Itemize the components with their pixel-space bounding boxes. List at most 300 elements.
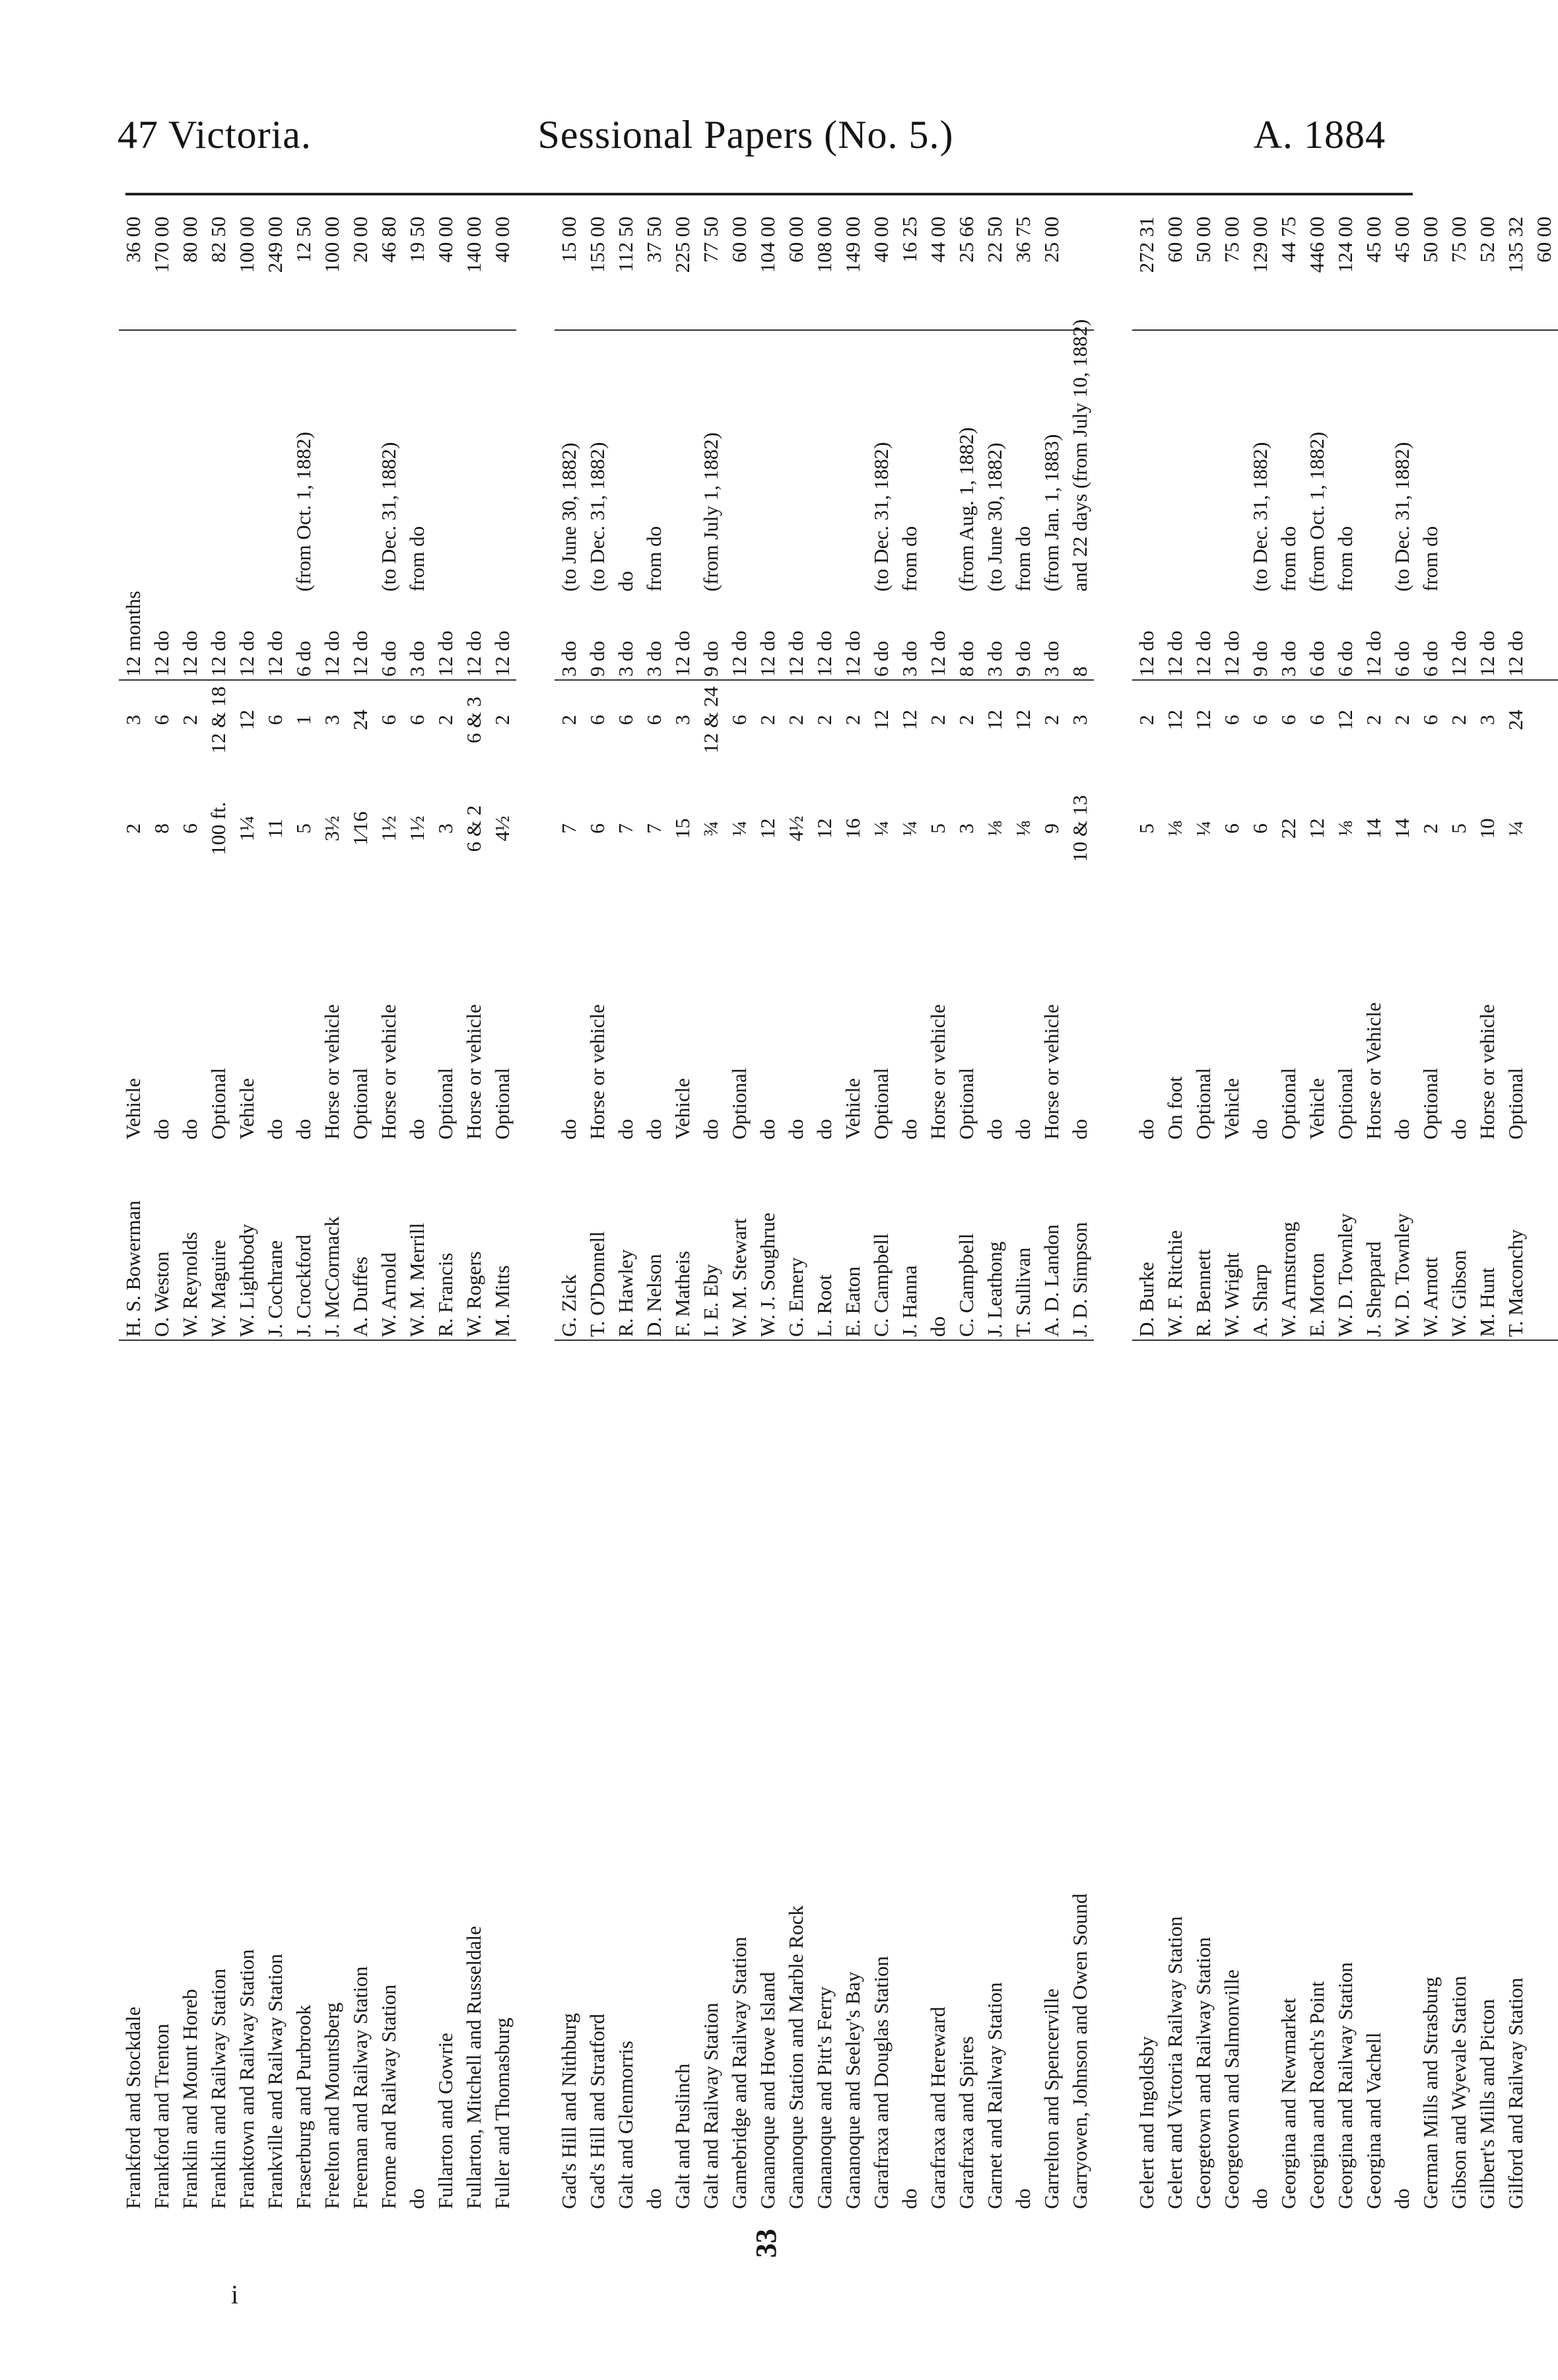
- tenure-cell: 6 do: [867, 594, 895, 680]
- tenure-cell: 12 do: [147, 594, 176, 680]
- contractor-cell: G. Emery: [782, 1142, 810, 1340]
- amount-cell: 16 25: [895, 205, 924, 330]
- trips-cell: 12 & 24: [699, 686, 722, 754]
- term-cell: and 22 days (from July 10, 1882): [1068, 319, 1091, 592]
- page-number: 33: [750, 2229, 782, 2258]
- tenure-cell: 12 do: [782, 594, 810, 680]
- term-cell: from do: [1419, 526, 1442, 592]
- trips-cell: 12: [1334, 710, 1357, 730]
- tenure-cell: 6 do: [1303, 594, 1331, 680]
- term-cell: (to Dec. 31, 1882): [586, 442, 609, 592]
- route-cell: Galt and Puslinch: [671, 2063, 694, 2209]
- term-cell: [232, 330, 261, 594]
- amount-cell: [1066, 205, 1094, 330]
- amount-cell: 40 00: [431, 205, 459, 330]
- table-row: [318, 205, 346, 2212]
- tenure-cell: 6 do: [1416, 594, 1444, 680]
- conveyance-cell: do: [1011, 1119, 1034, 1139]
- contractor-cell: C. Campbell: [952, 1142, 980, 1340]
- contractor-cell: E. Eaton: [838, 1142, 867, 1340]
- term-cell: from do: [1277, 526, 1300, 592]
- table-row: [1274, 205, 1303, 2212]
- contractor-cell: L. Root: [810, 1142, 838, 1340]
- route-cell: Galt and Railway Station: [699, 2002, 722, 2209]
- contractor-cell: R. Francis: [431, 1142, 459, 1340]
- table-row: [753, 205, 782, 2212]
- term-cell: [318, 330, 346, 594]
- trips-cell: 12: [898, 710, 921, 730]
- trips-cell: 3: [1475, 714, 1499, 726]
- amount-cell: 45 00: [1388, 205, 1416, 330]
- conveyance-cell: Vehicle: [1305, 1078, 1328, 1139]
- section-gap: [516, 205, 555, 2212]
- table-row: [867, 205, 895, 2212]
- tenure-cell: 12 months: [119, 594, 147, 680]
- distance-cell: 14: [1390, 818, 1413, 839]
- table-row: [1189, 205, 1217, 2212]
- table-row: [1303, 205, 1331, 2212]
- table-row: [895, 205, 924, 2212]
- term-cell: [459, 330, 488, 594]
- term-cell: [1501, 330, 1530, 594]
- term-cell: [204, 330, 232, 594]
- term-cell: [838, 330, 867, 594]
- tenure-cell: 12 do: [753, 594, 782, 680]
- contractor-cell: H. S. Bowerman: [119, 1142, 147, 1340]
- tenure-cell: 9 do: [696, 594, 725, 680]
- term-cell: [924, 330, 952, 594]
- table-row: [1037, 205, 1066, 2212]
- contractor-cell: R. Hawley: [611, 1142, 640, 1340]
- table-row: [980, 205, 1009, 2212]
- contractor-cell: do: [924, 1142, 952, 1340]
- distance-cell: 15: [671, 818, 694, 839]
- contractor-cell: W. Wright: [1217, 1142, 1246, 1340]
- distance-cell: 7: [614, 823, 637, 834]
- amount-cell: 50 00: [1189, 205, 1217, 330]
- trips-cell: 6: [728, 714, 751, 726]
- table-row: [1530, 205, 1558, 2212]
- distance-cell: 7: [557, 823, 580, 834]
- contractor-cell: W. F. Ritchie: [1161, 1142, 1189, 1340]
- amount-cell: 124 00: [1331, 205, 1359, 330]
- contractor-cell: W. Arnold: [374, 1142, 403, 1340]
- contractor-cell: C. Campbell: [867, 1142, 895, 1340]
- amount-cell: 52 00: [1473, 205, 1501, 330]
- tenure-cell: 12 do: [318, 594, 346, 680]
- amount-cell: 75 00: [1217, 205, 1246, 330]
- amount-cell: 22 50: [980, 205, 1009, 330]
- term-cell: from do: [1334, 526, 1357, 592]
- contractor-cell: W. Maguire: [204, 1142, 232, 1340]
- trips-cell: 2: [1040, 714, 1063, 726]
- term-cell: (to Dec. 31, 1882): [1390, 442, 1413, 592]
- contractor-cell: J. McCormack: [318, 1142, 346, 1340]
- conveyance-cell: Optional: [349, 1068, 372, 1139]
- amount-cell: 112 50: [611, 205, 640, 330]
- route-cell: Gilbert's Mills and Picton: [1475, 1998, 1499, 2209]
- table-row: [1161, 205, 1189, 2212]
- tenure-cell: 3 do: [980, 594, 1009, 680]
- trips-cell: 2: [1362, 714, 1385, 726]
- tenure-cell: 12 do: [810, 594, 838, 680]
- trips-cell: 12: [983, 710, 1006, 730]
- route-cell: Garafraxa and Spires: [955, 2036, 978, 2209]
- term-cell: (to June 30, 1882): [983, 442, 1006, 592]
- distance-cell: 2: [1419, 823, 1442, 834]
- term-cell: [346, 330, 374, 594]
- table-row: [403, 205, 431, 2212]
- route-cell: Gananoque and Pitt's Ferry: [813, 1986, 836, 2209]
- conveyance-cell: do: [614, 1119, 637, 1139]
- table-row: [346, 205, 374, 2212]
- route-cell: Gibson and Wyevale Station: [1447, 1975, 1470, 2209]
- route-cell: do: [405, 2189, 428, 2209]
- table-row: [147, 205, 176, 2212]
- distance-cell: ⅛: [1011, 821, 1034, 836]
- distance-cell: 11: [263, 819, 287, 838]
- route-cell: German Mills and Strasburg: [1419, 1977, 1442, 2209]
- tenure-cell: 12 do: [725, 594, 753, 680]
- contractor-cell: W. Gibson: [1444, 1142, 1473, 1340]
- route-cell: Frome and Railway Station: [377, 1984, 400, 2209]
- route-cell: Georgetown and Salmonville: [1220, 1969, 1243, 2209]
- table-row: [261, 205, 289, 2212]
- tenure-cell: 12 do: [1501, 594, 1530, 680]
- distance-cell: 16: [841, 818, 864, 839]
- conveyance-cell: On foot: [1163, 1076, 1186, 1139]
- conveyance-cell: Optional: [1192, 1068, 1215, 1139]
- contractor-cell: W. Arnott: [1416, 1142, 1444, 1340]
- conveyance-cell: do: [1248, 1119, 1271, 1139]
- table-row: [204, 205, 232, 2212]
- trips-cell: 3: [671, 714, 694, 726]
- tenure-cell: 12 do: [204, 594, 232, 680]
- conveyance-cell: do: [150, 1119, 173, 1139]
- table-row: [782, 205, 810, 2212]
- route-cell: Gamebridge and Railway Station: [728, 1936, 751, 2209]
- amount-cell: 149 00: [838, 205, 867, 330]
- trips-cell: 2: [841, 714, 864, 726]
- trips-cell: 6: [377, 714, 400, 726]
- distance-cell: ¼: [869, 821, 893, 836]
- conveyance-cell: Horse or Vehicle: [1362, 1002, 1385, 1139]
- distance-cell: 1½: [377, 815, 400, 842]
- tenure-cell: 3 do: [611, 594, 640, 680]
- term-cell: [668, 330, 696, 594]
- tenure-cell: 12 do: [261, 594, 289, 680]
- contractor-cell: W. Armstrong: [1274, 1142, 1303, 1340]
- trips-cell: 6: [150, 714, 173, 726]
- contractor-cell: [1530, 1142, 1558, 1340]
- route-cell: Fraserburg and Purbrook: [292, 2004, 315, 2209]
- route-cell: Georgina and Railway Station: [1334, 1962, 1357, 2209]
- contractor-cell: J. Leathong: [980, 1142, 1009, 1340]
- term-cell: [176, 330, 204, 594]
- amount-cell: 249 00: [261, 205, 289, 330]
- trips-cell: 6: [614, 714, 637, 726]
- term-cell: [119, 330, 147, 594]
- distance-cell: 5: [926, 823, 949, 834]
- conveyance-cell: do: [642, 1119, 665, 1139]
- conveyance-cell: Optional: [491, 1068, 514, 1139]
- amount-cell: 104 00: [753, 205, 782, 330]
- trips-cell: 6: [405, 714, 428, 726]
- table-row: [611, 205, 640, 2212]
- header-year: A. 1884: [1253, 113, 1386, 156]
- mail-contracts-table: [119, 205, 1558, 2212]
- trips-cell: 24: [349, 710, 372, 730]
- route-cell: Garnet and Railway Station: [983, 1982, 1006, 2209]
- trips-cell: 6: [1305, 714, 1328, 726]
- amount-cell: 25 66: [952, 205, 980, 330]
- route-cell: Fuller and Thomasburg: [491, 2018, 514, 2209]
- contractor-cell: J. Hanna: [895, 1142, 924, 1340]
- tenure-cell: 12 do: [176, 594, 204, 680]
- table-row: [1388, 205, 1416, 2212]
- route-cell: Fullarton and Gowrie: [434, 2033, 457, 2209]
- conveyance-cell: do: [1390, 1119, 1413, 1139]
- amount-cell: 80 00: [176, 205, 204, 330]
- term-cell: from do: [1011, 526, 1034, 592]
- conveyance-cell: Horse or vehicle: [586, 1004, 609, 1139]
- amount-cell: 135 32: [1501, 205, 1530, 330]
- conveyance-cell: do: [699, 1119, 722, 1139]
- contractor-cell: W. J. Soughrue: [753, 1142, 782, 1340]
- table-row: [1132, 205, 1161, 2212]
- trips-cell: 2: [557, 714, 580, 726]
- amount-cell: 40 00: [867, 205, 895, 330]
- table-row: [1416, 205, 1444, 2212]
- term-cell: (from Aug. 1, 1882): [955, 427, 978, 592]
- term-cell: do: [614, 571, 637, 592]
- term-cell: [725, 330, 753, 594]
- distance-cell: 5: [1135, 823, 1158, 834]
- conveyance-cell: Optional: [1277, 1068, 1300, 1139]
- route-cell: Garryowen, Johnson and Owen Sound: [1068, 1893, 1091, 2209]
- table-row: [459, 205, 488, 2212]
- amount-cell: 20 00: [346, 205, 374, 330]
- trips-cell: 6: [1277, 714, 1300, 726]
- tenure-cell: 8 do: [952, 594, 980, 680]
- contractor-cell: R. Bennett: [1189, 1142, 1217, 1340]
- route-cell: Garafraxa and Hereward: [926, 2006, 949, 2209]
- distance-cell: 2: [121, 823, 145, 834]
- contractor-cell: D. Nelson: [640, 1142, 668, 1340]
- contractor-cell: A. D. Landon: [1037, 1142, 1066, 1340]
- conveyance-cell: do: [756, 1119, 779, 1139]
- trips-cell: 3: [121, 714, 145, 726]
- amount-cell: 100 00: [232, 205, 261, 330]
- conveyance-cell: do: [1068, 1119, 1091, 1139]
- distance-cell: 4½: [491, 815, 514, 842]
- amount-cell: 446 00: [1303, 205, 1331, 330]
- contractor-cell: J. Crockford: [289, 1142, 318, 1340]
- term-cell: [1359, 330, 1388, 594]
- route-cell: Gelert and Victoria Railway Station: [1163, 1916, 1186, 2209]
- conveyance-cell: Vehicle: [121, 1078, 145, 1139]
- distance-cell: 4½: [784, 815, 807, 842]
- tenure-cell: 12 do: [346, 594, 374, 680]
- distance-cell: ¼: [728, 821, 751, 836]
- conveyance-cell: Horse or vehicle: [926, 1004, 949, 1139]
- amount-cell: 108 00: [810, 205, 838, 330]
- amount-cell: 15 00: [555, 205, 583, 330]
- trips-cell: 6: [586, 714, 609, 726]
- route-cell: Gad's Hill and Stratford: [586, 2014, 609, 2209]
- tenure-cell: 12 do: [232, 594, 261, 680]
- trips-cell: 12: [1192, 710, 1215, 730]
- distance-cell: ⅛: [1334, 821, 1357, 836]
- table-row: [1217, 205, 1246, 2212]
- tenure-cell: 8: [1066, 594, 1094, 680]
- trips-cell: 6: [1419, 714, 1442, 726]
- distance-cell: 6: [178, 823, 201, 834]
- contractor-cell: W. Rogers: [459, 1142, 488, 1340]
- term-cell: from do: [898, 526, 921, 592]
- mail-contracts-table-rotated: [119, 205, 1555, 2212]
- conveyance-cell: do: [898, 1119, 921, 1139]
- trips-cell: 6: [642, 714, 665, 726]
- term-cell: [147, 330, 176, 594]
- trips-cell: 2: [756, 714, 779, 726]
- term-cell: [1132, 330, 1161, 594]
- term-cell: [1161, 330, 1189, 594]
- trips-cell: 2: [784, 714, 807, 726]
- route-cell: Georgina and Roach's Point: [1305, 1981, 1328, 2209]
- route-cell: Frankford and Stockdale: [121, 2006, 145, 2209]
- route-cell: do: [898, 2189, 921, 2209]
- trips-cell: 6: [1248, 714, 1271, 726]
- route-cell: Franklin and Railway Station: [207, 1968, 230, 2209]
- conveyance-cell: do: [178, 1119, 201, 1139]
- tenure-cell: 12 do: [431, 594, 459, 680]
- amount-cell: 36 00: [119, 205, 147, 330]
- conveyance-cell: do: [1447, 1119, 1470, 1139]
- conveyance-cell: do: [292, 1119, 315, 1139]
- conveyance-cell: Horse or vehicle: [1040, 1004, 1063, 1139]
- distance-cell: 1½: [405, 815, 428, 842]
- conveyance-cell: do: [784, 1119, 807, 1139]
- route-cell: Freeman and Railway Station: [349, 1966, 372, 2209]
- distance-cell: ¼: [1192, 821, 1215, 836]
- route-cell: Gelert and Ingoldsby: [1135, 2036, 1158, 2209]
- table-row: [1359, 205, 1388, 2212]
- trips-cell: 2: [1135, 714, 1158, 726]
- trips-cell: 6: [1220, 714, 1243, 726]
- distance-cell: 6: [1220, 823, 1243, 834]
- amount-cell: 77 50: [696, 205, 725, 330]
- term-cell: (to Dec. 31, 1882): [1248, 442, 1271, 592]
- route-cell: Franktown and Railway Station: [235, 1949, 258, 2209]
- conveyance-cell: Optional: [955, 1068, 978, 1139]
- amount-cell: 272 31: [1132, 205, 1161, 330]
- contractor-cell: M. Hunt: [1473, 1142, 1501, 1340]
- term-cell: (from Jan. 1, 1883): [1040, 434, 1063, 592]
- conveyance-cell: Optional: [434, 1068, 457, 1139]
- table-row: [725, 205, 753, 2212]
- conveyance-cell: Optional: [1334, 1068, 1357, 1139]
- trips-cell: 2: [813, 714, 836, 726]
- route-cell: Frankford and Trenton: [150, 2023, 173, 2209]
- distance-cell: 10 & 13: [1068, 795, 1091, 862]
- tenure-cell: [1530, 594, 1558, 680]
- distance-cell: 6: [586, 823, 609, 834]
- table-row: [488, 205, 516, 2212]
- tenure-cell: 6 do: [289, 594, 318, 680]
- table-row: [119, 205, 147, 2212]
- amount-cell: 140 00: [459, 205, 488, 330]
- term-cell: [753, 330, 782, 594]
- distance-cell: [1530, 759, 1558, 898]
- trips-cell: [1530, 680, 1558, 759]
- amount-cell: 75 00: [1444, 205, 1473, 330]
- conveyance-cell: do: [557, 1119, 580, 1139]
- distance-cell: ⅛: [983, 821, 1006, 836]
- conveyance-cell: Optional: [728, 1068, 751, 1139]
- distance-cell: 1⁄16: [349, 811, 372, 846]
- section-gap: [1094, 205, 1132, 2212]
- contractor-cell: D. Burke: [1132, 1142, 1161, 1340]
- trips-cell: 2: [178, 714, 201, 726]
- contractor-cell: T. Maconchy: [1501, 1142, 1530, 1340]
- conveyance-cell: Optional: [869, 1068, 893, 1139]
- tenure-cell: 12 do: [1217, 594, 1246, 680]
- table-row: [1501, 205, 1530, 2212]
- trips-cell: 6 & 3: [462, 697, 485, 743]
- header-rule: [125, 193, 1413, 195]
- tenure-cell: 12 do: [1359, 594, 1388, 680]
- tenure-cell: 12 do: [1473, 594, 1501, 680]
- distance-cell: 5: [1447, 823, 1470, 834]
- route-cell: Georgetown and Railway Station: [1192, 1937, 1215, 2209]
- term-cell: (to Dec. 31, 1882): [377, 442, 400, 592]
- header-session: 47 Victoria.: [118, 113, 312, 156]
- tenure-cell: 3 do: [1037, 594, 1066, 680]
- contractor-cell: J. D. Simpson: [1066, 1142, 1094, 1340]
- term-cell: (from July 1, 1882): [699, 432, 722, 592]
- amount-cell: 25 00: [1037, 205, 1066, 330]
- distance-cell: 12: [813, 818, 836, 839]
- amount-cell: 37 50: [640, 205, 668, 330]
- trips-cell: 2: [926, 714, 949, 726]
- route-cell: Gananoque Station and Marble Rock: [784, 1905, 807, 2209]
- contractor-cell: E. Morton: [1303, 1142, 1331, 1340]
- contractor-cell: F. Matheis: [668, 1142, 696, 1340]
- amount-cell: 19 50: [403, 205, 431, 330]
- term-cell: [261, 330, 289, 594]
- tenure-cell: 9 do: [583, 594, 611, 680]
- table-row: [640, 205, 668, 2212]
- route-cell: Georgina and Vachell: [1362, 2032, 1385, 2209]
- amount-cell: 225 00: [668, 205, 696, 330]
- distance-cell: 6 & 2: [462, 805, 485, 852]
- trips-cell: 12: [1163, 710, 1186, 730]
- contractor-cell: I. E. Eby: [696, 1142, 725, 1340]
- table-row: [810, 205, 838, 2212]
- amount-cell: 129 00: [1246, 205, 1274, 330]
- term-cell: (from Oct. 1, 1882): [1305, 432, 1328, 592]
- route-cell: Fullarton, Mitchell and Russeldale: [462, 1926, 485, 2209]
- route-cell: Frankville and Railway Station: [263, 1954, 287, 2209]
- conveyance-cell: Vehicle: [1220, 1078, 1243, 1139]
- table-row: [232, 205, 261, 2212]
- amount-cell: 170 00: [147, 205, 176, 330]
- route-cell: Gad's Hill and Nithburg: [557, 2013, 580, 2209]
- contractor-cell: W. D. Townley: [1331, 1142, 1359, 1340]
- distance-cell: 3: [955, 823, 978, 834]
- trips-cell: 12: [869, 710, 893, 730]
